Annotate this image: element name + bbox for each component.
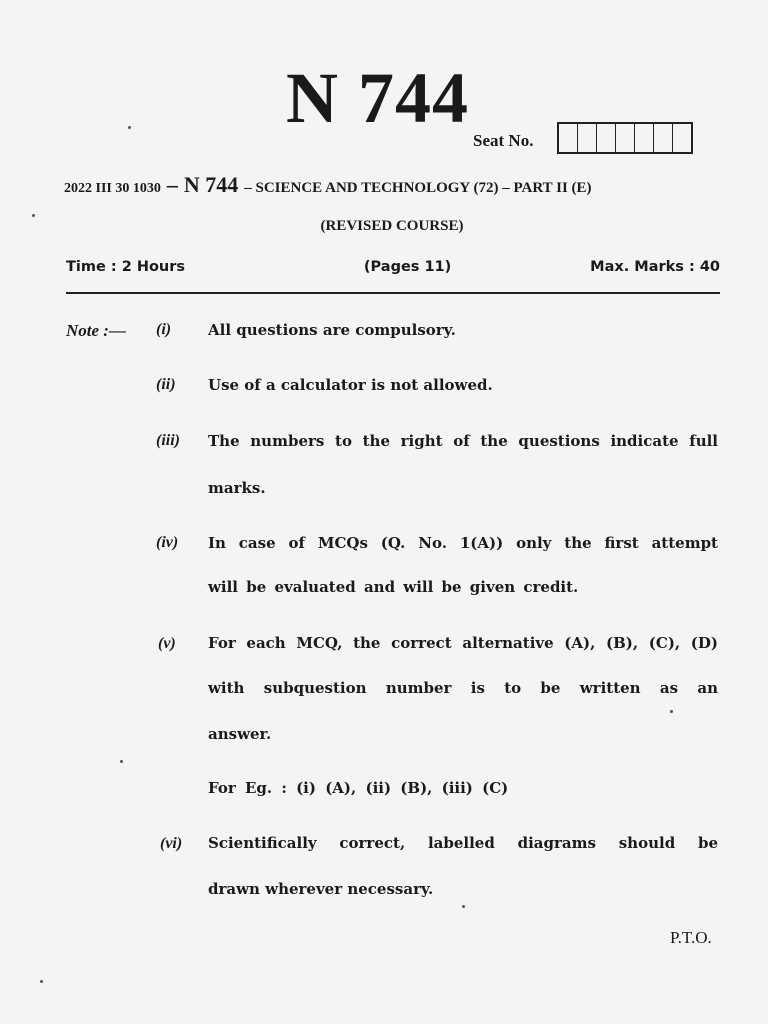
note-item-line: will be evaluated and will be given credit.: [208, 578, 579, 596]
seat-box[interactable]: [654, 124, 673, 152]
course-label: (REVISED COURSE): [320, 218, 464, 234]
note-item-number: (ii): [156, 376, 176, 393]
scan-speck: [462, 905, 465, 908]
seat-box[interactable]: [597, 124, 616, 152]
exam-time: Time : 2 Hours: [66, 259, 186, 275]
exam-subject: – SCIENCE AND TECHNOLOGY (72) – PART II (E): [244, 180, 592, 196]
note-item-number: (vi): [160, 835, 183, 852]
note-item-number: (i): [156, 321, 172, 338]
scan-speck: [120, 760, 123, 763]
exam-code-dash: –: [166, 172, 178, 197]
seat-box[interactable]: [559, 124, 578, 152]
note-item-line: drawn wherever necessary.: [208, 880, 434, 898]
note-item-number: (v): [158, 635, 176, 652]
seat-box[interactable]: [578, 124, 597, 152]
note-item-line: marks.: [208, 479, 266, 497]
note-item-line: Use of a calculator is not allowed.: [208, 376, 493, 394]
exam-code-prefix: 2022 III 30 1030: [64, 181, 161, 196]
note-item-number: (iv): [156, 534, 179, 551]
note-label: Note :—: [66, 321, 126, 340]
note-item-number: (iii): [156, 432, 180, 449]
seat-box[interactable]: [673, 124, 691, 152]
scan-speck: [32, 214, 35, 217]
exam-pages: (Pages 11): [363, 259, 452, 275]
note-item-line: answer.: [208, 725, 272, 743]
seat-box[interactable]: [635, 124, 654, 152]
note-item-line: For each MCQ, the correct alternative (A), (B), (C), (D): [208, 634, 718, 652]
note-item-line: Scientifically correct, labelled diagrams should be: [208, 834, 718, 852]
exam-meta-row: [66, 259, 720, 275]
seat-number-label: Seat No.: [473, 131, 534, 150]
exam-code-line: [64, 172, 724, 198]
paper-code: N 744: [286, 58, 469, 138]
note-item-line: with subquestion number is to be written as an: [208, 679, 718, 697]
note-item-line: The numbers to the right of the questions indicate full: [208, 432, 718, 450]
note-item-line: All questions are compulsory.: [208, 321, 456, 339]
scan-speck: [40, 980, 43, 983]
seat-box[interactable]: [616, 124, 635, 152]
note-item-example: For Eg. : (i) (A), (ii) (B), (iii) (C): [208, 779, 509, 797]
header-divider: [66, 292, 720, 294]
exam-max-marks: Max. Marks : 40: [590, 259, 720, 275]
scan-speck: [128, 126, 131, 129]
note-item-line: In case of MCQs (Q. No. 1(A)) only the first attempt: [208, 534, 718, 552]
seat-number-boxes[interactable]: [557, 122, 693, 154]
exam-code-mid: N 744: [183, 172, 239, 197]
please-turn-over: P.T.O.: [670, 928, 712, 947]
scan-speck: [670, 710, 673, 713]
